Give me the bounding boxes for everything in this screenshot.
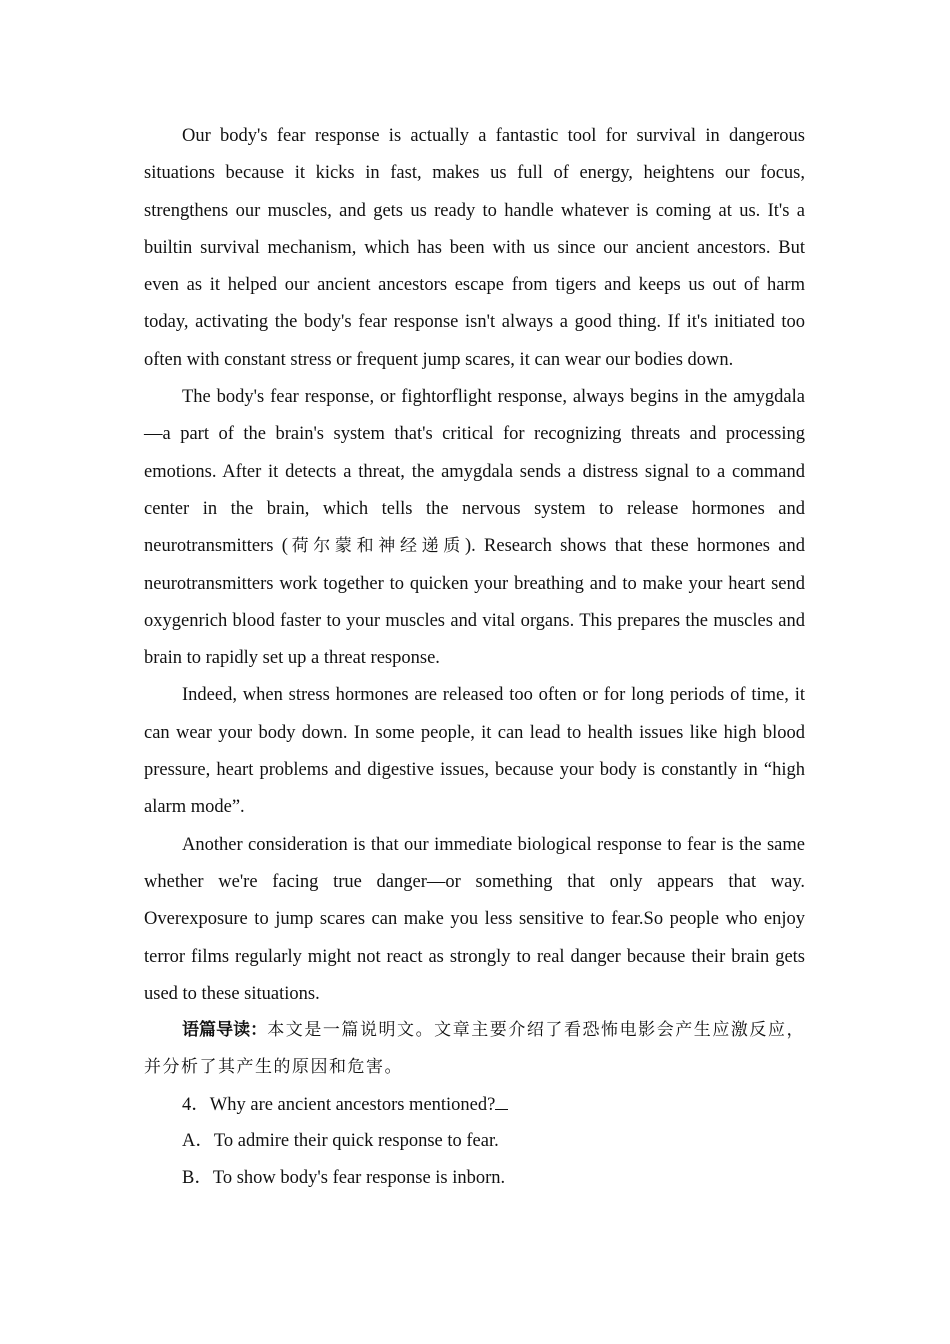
- paragraph-3: Indeed, when stress hormones are released too often or for long periods of time, it can wear your body down. In some people, it can lead to health issues like high blood pressure, heart problems and digestive issues, because your body is constantly in “high alarm mode”.: [144, 685, 805, 818]
- paragraph-2-chinese-gloss: 荷尔蒙和神经递质: [287, 536, 465, 557]
- option-b[interactable]: [144, 1160, 805, 1197]
- question-number: 4．: [182, 1094, 210, 1115]
- paragraph-2-text-before: The body's fear response, or fightorflight response, always begins in the amygdala—a part of the brain's system that's critical for recognizing threats and processing emotions. After it detects a threat, the amygdala sends a distress signal to a command center in the brain, which tells the nervous system to release hormones and neurotransmitters (: [144, 387, 805, 557]
- reading-guide: [144, 1012, 805, 1087]
- reading-guide-label: 语篇导读：: [182, 1020, 268, 1041]
- document-page: [144, 118, 805, 1196]
- answer-blank[interactable]: [495, 1093, 508, 1110]
- option-b-letter: B．: [182, 1167, 213, 1188]
- reading-guide-text: 本文是一篇说明文。文章主要介绍了看恐怖电影会产生应激反应，并分析了其产生的原因和危害。: [144, 1020, 806, 1078]
- paragraph-2-text-after: ). Research shows that these hormones and neurotransmitters work together to quicken your breathing and to make your heart send oxygenrich blood faster to your muscles and vital organs. This prepares the muscles and brain to rapidly set up a threat response.: [144, 536, 806, 669]
- paragraph-1: Our body's fear response is actually a fantastic tool for survival in dangerous situations because it kicks in fast, makes us full of energy, heightens our focus, strengthens our muscles, and gets us ready to handle whatever is coming at us. It's a builtin survival mechanism, which has been with us since our ancient ancestors. But even as it helped our ancient ancestors escape from tigers and keeps us out of harm today, activating the body's fear response isn't always a good thing. If it's initiated too often with constant stress or frequent jump scares, it can wear our bodies down.: [144, 126, 805, 370]
- option-b-text: To show body's fear response is inborn.: [212, 1167, 506, 1188]
- option-a-letter: A．: [182, 1131, 214, 1152]
- question-text: Why are ancient ancestors mentioned?: [209, 1094, 496, 1115]
- paragraph-2: [144, 379, 805, 677]
- question-4: [144, 1087, 805, 1124]
- option-a-text: To admire their quick response to fear.: [213, 1131, 499, 1152]
- paragraph-4: Another consideration is that our immediate biological response to fear is the same whether we're facing true danger—or something that only appears that way. Overexposure to jump scares can make you less sensitive to fear.So people who enjoy terror films regularly might not react as strongly to real danger because their brain gets used to these situations.: [144, 834, 805, 1004]
- option-a[interactable]: [144, 1123, 805, 1160]
